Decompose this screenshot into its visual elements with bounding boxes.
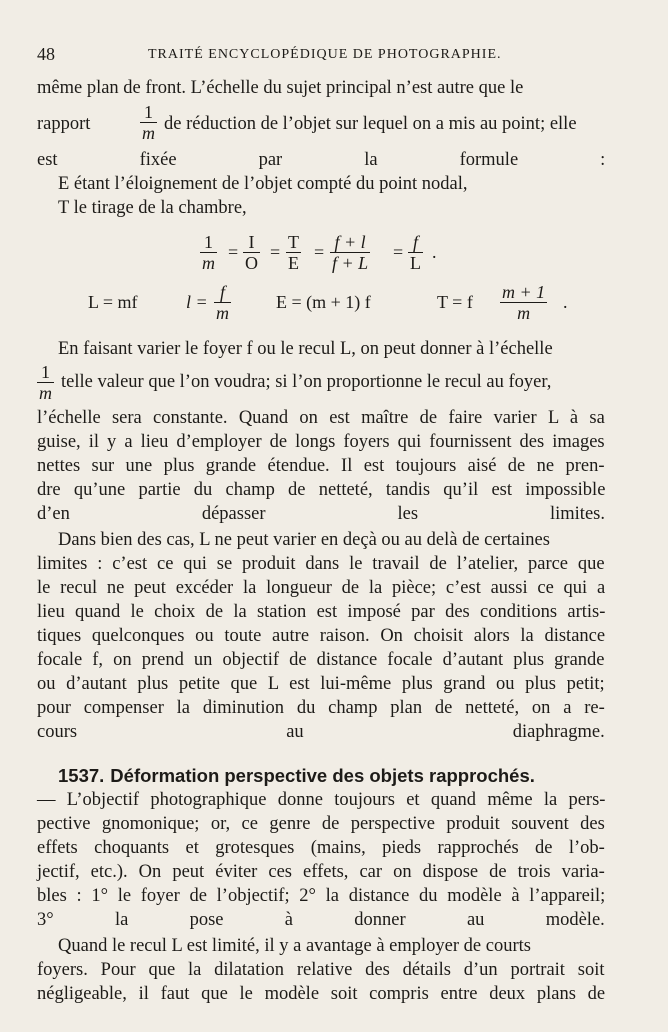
fraction-numerator: 1: [144, 102, 153, 122]
equals-sign: =: [228, 242, 239, 262]
text-line-content: guise, il y a lieu d’employer de longs foyers qui fournissent des images: [37, 432, 605, 452]
text-line-content: Dans bien des cas, L ne peut varier en deçà ou au delà de certaines: [58, 530, 550, 550]
fraction-denominator: m: [202, 253, 215, 273]
text-line-content: nettes sur une plus grande étendue. Il est toujours aisé de ne pren-: [37, 456, 605, 476]
text-line: [37, 406, 605, 430]
text-line: [37, 624, 605, 648]
fraction-numerator: 1: [41, 362, 50, 382]
section-number: 1537.: [58, 765, 105, 786]
formula-L-equals-mf: L = mf: [88, 292, 138, 312]
text-line: [37, 600, 605, 624]
fraction-numerator: f: [412, 232, 418, 252]
fraction-denominator: f + L: [332, 253, 369, 273]
text-line: [58, 196, 605, 220]
text-line-content: foyers. Pour que la dilatation relative des détails d’un portrait soit: [37, 960, 605, 980]
text-line-content: limites : c’est ce qui se produit dans le travail de l’atelier, parce que: [37, 554, 605, 574]
fraction-denominator: m: [216, 303, 229, 323]
formula-E: E = (m + 1) f: [276, 292, 371, 312]
text-line-content: 3° la pose à donner au modèle.: [37, 910, 605, 930]
text-line: [37, 788, 605, 812]
running-title: TRAITÉ ENCYCLOPÉDIQUE DE PHOTOGRAPHIE.: [148, 47, 502, 62]
text-line-content: En faisant varier le foyer f ou le recul L, on peut donner à l’échelle: [58, 339, 553, 359]
text-line: [37, 576, 605, 600]
fraction-T-over-E: [286, 232, 301, 273]
text-line: [37, 908, 605, 932]
text-line-content: d’en dépasser les limites.: [37, 504, 605, 524]
fraction-numerator: T: [288, 232, 299, 252]
fraction-1-over-m: [200, 232, 217, 273]
text-line-content: l’échelle sera constante. Quand on est maître de faire varier L à sa: [37, 408, 605, 428]
fraction-I-over-O: [243, 232, 260, 273]
text-fragment: telle valeur que l’on voudra; si l’on proportionne le recul au foyer,: [61, 372, 552, 392]
text-line: [37, 884, 605, 908]
text-line: [58, 337, 605, 361]
text-line: [37, 836, 605, 860]
text-line: [37, 502, 605, 526]
page-header: [0, 44, 668, 68]
fraction-numerator: f + l: [334, 232, 366, 252]
text-line-content: dre qu’une partie du champ de netteté, tandis qu’il est impossible: [37, 480, 606, 500]
formula-T-equals: T = f: [437, 292, 473, 312]
text-line-content: pective gnomonique; or, ce genre de perspective produit souvent des: [37, 814, 605, 834]
text-line: [37, 454, 605, 478]
fraction-numerator: m + 1: [502, 282, 546, 302]
equals-sign: =: [270, 242, 281, 262]
text-line: [37, 958, 605, 982]
text-line: [37, 552, 605, 576]
text-line: [58, 934, 605, 958]
fraction-numerator: 1: [204, 232, 213, 252]
text-line: [37, 76, 605, 100]
text-line: [37, 720, 605, 744]
text-line-content: pour compenser la diminution du champ plan de netteté, on a re-: [37, 698, 605, 718]
text-line: [37, 696, 605, 720]
text-line-content: ou d’autant plus petite que L est lui-même plus grand ou plus petit;: [37, 674, 605, 694]
text-line-content: est fixée par la formule :: [37, 150, 606, 170]
text-fragment: de réduction de l’objet sur lequel on a mis au point; elle: [164, 114, 577, 134]
text-line-content: — L’objectif photographique donne toujours et quand même la pers-: [37, 790, 606, 810]
fraction-f-plus-l-over-f-plus-L: [330, 232, 370, 273]
period: .: [432, 242, 437, 262]
text-line-with-fraction: [37, 360, 605, 408]
text-line: [37, 430, 605, 454]
text-line: [37, 672, 605, 696]
text-line-with-fraction: [37, 100, 605, 148]
text-line-content: bles : 1° le foyer de l’objectif; 2° la distance du modèle à l’appareil;: [37, 886, 606, 906]
fraction-m-plus-1-over-m: [500, 282, 547, 323]
page-number: 48: [37, 44, 55, 64]
fraction-denominator: m: [142, 123, 155, 143]
text-line-content: focale f, on prend un objectif de distance focale d’autant plus grande: [37, 650, 605, 670]
text-line: [58, 172, 605, 196]
text-line-content: le recul ne peut excéder la longueur de la pièce; c’est aussi ce qui a: [37, 578, 606, 598]
text-line-content: E étant l’éloignement de l’objet compté du point nodal,: [58, 174, 468, 194]
text-line-content: lieu quand le choix de la station est imposé par des conditions artis-: [37, 602, 606, 622]
text-line-content: T le tirage de la chambre,: [58, 198, 247, 218]
section-title: Déformation perspective des objets rapprochés.: [110, 765, 535, 786]
fraction-one-over-m: [140, 102, 157, 143]
text-line: [37, 478, 605, 502]
fraction-f-over-m: [214, 282, 231, 323]
text-line: [37, 860, 605, 884]
fraction-denominator: O: [245, 253, 258, 273]
fraction-f-over-L: [408, 232, 423, 273]
text-line-content: cours au diaphragme.: [37, 722, 605, 742]
fraction-denominator: L: [410, 253, 421, 273]
text-line-content: jectif, etc.). On peut éviter ces effets, car on dispose de trois varia-: [37, 862, 605, 882]
text-line-content: effets choquants et grotesques (mains, pieds rapprochés de l’ob-: [37, 838, 605, 858]
text-line: [58, 528, 605, 552]
text-line-content: Quand le recul L est limité, il y a avantage à employer de courts: [58, 936, 531, 956]
equals-sign: =: [393, 242, 404, 262]
fraction-denominator: m: [39, 383, 52, 403]
text-line: [37, 148, 605, 172]
text-line-content: négligeable, il faut que le modèle soit compris entre deux plans de: [37, 984, 606, 1004]
text-line-content: même plan de front. L’échelle du sujet principal n’est autre que le: [37, 78, 524, 98]
section-heading: [58, 764, 605, 788]
fraction-numerator: f: [219, 282, 225, 302]
text-line-content: tiques quelconques ou toute autre raison. On choisit alors la distance: [37, 626, 606, 646]
text-line: [37, 982, 605, 1006]
fraction-numerator: I: [248, 232, 255, 252]
formula-l-equals: l =: [186, 292, 208, 312]
text-line: [37, 812, 605, 836]
period: .: [563, 292, 568, 312]
text-fragment: rapport: [37, 114, 91, 134]
equals-sign: =: [314, 242, 325, 262]
text-line: [37, 648, 605, 672]
fraction-denominator: E: [288, 253, 299, 273]
fraction-denominator: m: [500, 302, 547, 323]
fraction-one-over-m: [37, 362, 54, 403]
